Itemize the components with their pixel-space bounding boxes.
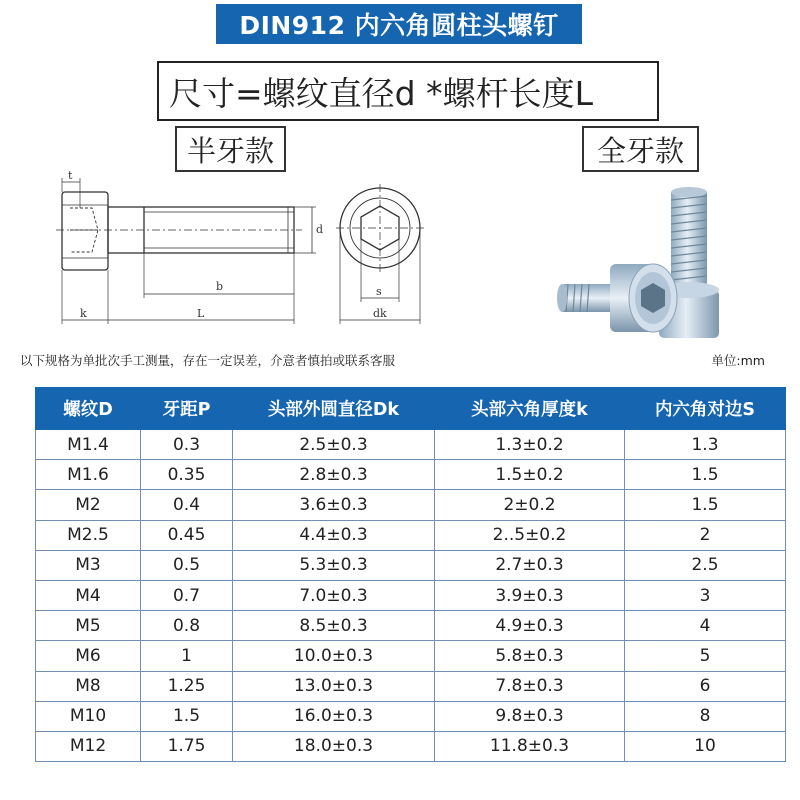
table-cell: 3.9±0.3 — [435, 580, 625, 610]
dim-label-s: s — [376, 285, 382, 298]
dim-label-b: b — [216, 280, 224, 293]
table-cell: 0.7 — [141, 580, 233, 610]
table-cell: 1 — [141, 641, 233, 671]
page-title: DIN912 内六角圆柱头螺钉 — [216, 4, 582, 44]
table-cell: 5.3±0.3 — [233, 550, 435, 580]
table-cell: M6 — [36, 641, 141, 671]
col-header-thread-d: 螺纹D — [36, 388, 141, 430]
table-cell: 2 — [625, 520, 786, 550]
table-cell: 1.5 — [141, 701, 233, 731]
dim-label-k: k — [80, 307, 87, 320]
table-cell: M2.5 — [36, 520, 141, 550]
table-cell: 0.45 — [141, 520, 233, 550]
table-cell: M12 — [36, 731, 141, 761]
unit-label: 单位:mm — [711, 353, 765, 368]
table-cell: 0.8 — [141, 611, 233, 641]
table-cell: 9.8±0.3 — [435, 701, 625, 731]
full-thread-label: 全牙款 — [582, 126, 699, 172]
table-cell: 1.5 — [625, 490, 786, 520]
screw-technical-drawing — [40, 170, 440, 335]
table-cell: 0.4 — [141, 490, 233, 520]
table-row — [36, 520, 786, 550]
table-cell: 10.0±0.3 — [233, 641, 435, 671]
table-cell: M5 — [36, 611, 141, 641]
table-cell: M1.6 — [36, 460, 141, 490]
table-cell: 16.0±0.3 — [233, 701, 435, 731]
dim-label-L: L — [197, 307, 205, 320]
table-cell: 1.75 — [141, 731, 233, 761]
spec-table — [35, 387, 786, 762]
table-row — [36, 731, 786, 761]
table-cell: 3.6±0.3 — [233, 490, 435, 520]
table-row — [36, 701, 786, 731]
table-cell: 11.8±0.3 — [435, 731, 625, 761]
dim-label-dk: dk — [373, 307, 387, 320]
col-header-head-thickness-k: 头部六角厚度k — [435, 388, 625, 430]
col-header-pitch-p: 牙距P — [141, 388, 233, 430]
table-cell: 0.35 — [141, 460, 233, 490]
table-row — [36, 490, 786, 520]
table-cell: 13.0±0.3 — [233, 671, 435, 701]
lying-screw — [557, 264, 677, 332]
table-cell: 6 — [625, 671, 786, 701]
table-header-row — [36, 388, 786, 430]
table-row — [36, 580, 786, 610]
table-cell: 7.8±0.3 — [435, 671, 625, 701]
table-cell: M1.4 — [36, 430, 141, 460]
table-cell: 4.4±0.3 — [233, 520, 435, 550]
measurement-disclaimer: 以下规格为单批次手工测量，存在一定误差，介意者慎拍或联系客服 — [20, 353, 396, 368]
table-cell: 7.0±0.3 — [233, 580, 435, 610]
table-row — [36, 430, 786, 460]
table-cell: 1.25 — [141, 671, 233, 701]
table-cell: 1.5 — [625, 460, 786, 490]
table-row — [36, 641, 786, 671]
table-cell: M4 — [36, 580, 141, 610]
table-cell: 1.5±0.2 — [435, 460, 625, 490]
table-cell: 2.5 — [625, 550, 786, 580]
table-cell: 5 — [625, 641, 786, 671]
table-cell: M3 — [36, 550, 141, 580]
table-cell: M8 — [36, 671, 141, 701]
table-cell: M2 — [36, 490, 141, 520]
table-row — [36, 671, 786, 701]
table-row — [36, 460, 786, 490]
col-header-hex-socket-s: 内六角对边S — [625, 388, 786, 430]
table-cell: 0.5 — [141, 550, 233, 580]
table-cell: 4.9±0.3 — [435, 611, 625, 641]
table-cell: 8.5±0.3 — [233, 611, 435, 641]
table-cell: 3 — [625, 580, 786, 610]
table-cell: 10 — [625, 731, 786, 761]
table-cell: 2.7±0.3 — [435, 550, 625, 580]
table-cell: 8 — [625, 701, 786, 731]
half-thread-label: 半牙款 — [175, 126, 286, 172]
table-row — [36, 611, 786, 641]
table-cell: 18.0±0.3 — [233, 731, 435, 761]
table-cell: 2.5±0.3 — [233, 430, 435, 460]
table-row — [36, 550, 786, 580]
col-header-head-diameter-dk: 头部外圆直径Dk — [233, 388, 435, 430]
size-formula: 尺寸=螺纹直径d *螺杆长度L — [157, 61, 659, 121]
table-cell: 5.8±0.3 — [435, 641, 625, 671]
table-cell: 2..5±0.2 — [435, 520, 625, 550]
table-cell: 2.8±0.3 — [233, 460, 435, 490]
table-cell: 1.3 — [625, 430, 786, 460]
product-photo — [548, 180, 758, 350]
table-cell: 2±0.2 — [435, 490, 625, 520]
table-cell: 4 — [625, 611, 786, 641]
dim-label-d: d — [316, 223, 324, 236]
table-cell: 0.3 — [141, 430, 233, 460]
table-cell: M10 — [36, 701, 141, 731]
dim-label-t: t — [68, 170, 73, 182]
table-cell: 1.3±0.2 — [435, 430, 625, 460]
